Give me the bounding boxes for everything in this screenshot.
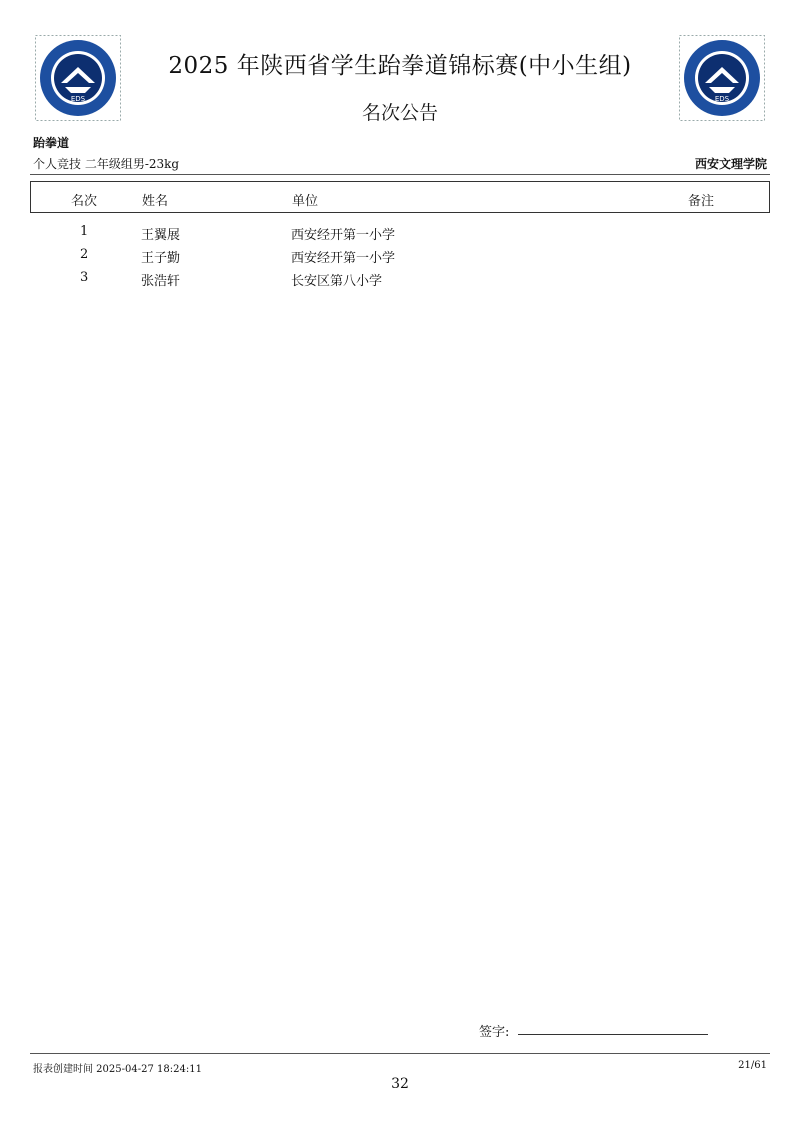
table-row [30,270,770,293]
header-name: 姓名 [142,194,169,209]
header-note: 备注 [688,194,715,209]
page-subtitle: 名次公告 [361,102,438,124]
page-counter: 21/61 [738,1060,767,1071]
results-table [30,224,770,293]
page-number: 32 [391,1076,409,1092]
venue-name: 西安文理学院 [694,157,767,171]
signature-line [518,1034,708,1035]
table-header [30,181,770,213]
name-cell: 张浩轩 [141,274,181,289]
table-row [30,224,770,247]
header-unit: 单位 [292,194,319,209]
footer-divider [30,1053,770,1054]
rank-cell: 3 [80,270,89,285]
event-category: 个人竞技 二年级组男-23kg [33,157,180,171]
divider [30,174,770,175]
logo-text: EDS [714,95,730,103]
report-created-time: 报表创建时间 2025-04-27 18:24:11 [33,1064,202,1075]
header-rank: 名次 [71,194,98,209]
signature-label: 签字: [479,1025,510,1040]
rank-cell: 2 [80,247,89,262]
name-cell: 王翼展 [141,228,181,243]
unit-cell: 西安经开第一小学 [291,251,396,266]
table-row [30,247,770,270]
event-name: 跆拳道 [33,136,70,150]
unit-cell: 长安区第八小学 [291,274,383,289]
name-cell: 王子勤 [141,251,181,266]
rank-cell: 1 [80,224,89,239]
unit-cell: 西安经开第一小学 [291,228,396,243]
page-title: 2025 年陕西省学生跆拳道锦标赛(中小生组) [168,53,632,79]
logo-text: EDS [70,95,86,103]
